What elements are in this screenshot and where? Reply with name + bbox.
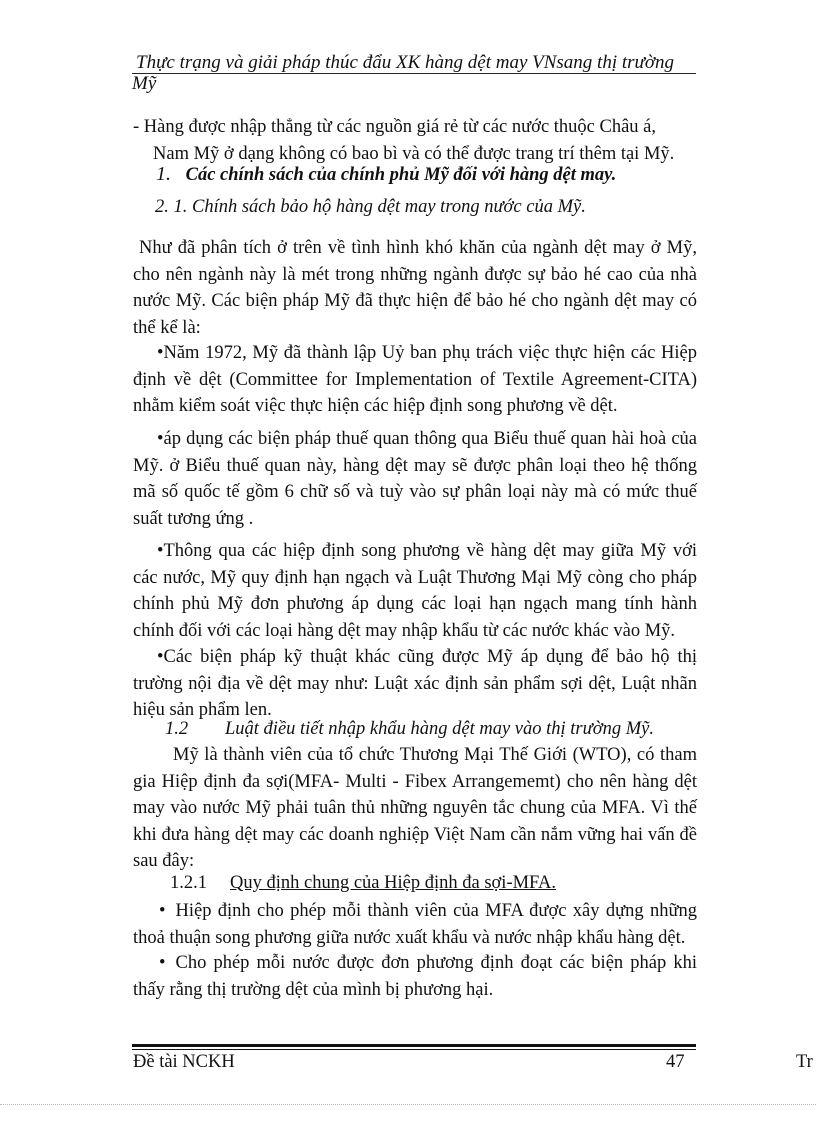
section-1-2-1-heading [170, 873, 556, 894]
bullet-text: Các biện pháp kỹ thuật khác cũng được Mỹ áp dụng để bảo hộ thị trường nội địa về dệt may như: Luật xác định sản phẩm sợi dệt, Luật nhãn hiệu sản phẩm len. [133, 647, 697, 720]
header-title-line2: Mỹ [132, 73, 157, 94]
footer-rule-thick [132, 1044, 696, 1047]
mfa-bullet-item [133, 950, 697, 1003]
bullet-text: Thông qua các hiệp định song phương về hàng dệt may giữa Mỹ với các nước, Mỹ quy định hạn ngạch và Luật Thương Mại Mỹ còng cho pháp chính phủ Mỹ đơn phương áp dụng các loại hạn ngạch mang tính hành chính đối với các loại hàng dệt may nhập khẩu từ các nước khác vào Mỹ. [133, 541, 697, 641]
bullet-icon: • [157, 647, 164, 667]
section-1-2-1-number: 1.2.1 [170, 873, 207, 893]
section-heading [156, 163, 616, 186]
header-title-line1: Thực trạng và giải pháp thúc đẩu XK hàng dệt may VNsang thị trường [136, 52, 675, 73]
footer-left: Đề tài NCKH [133, 1052, 235, 1072]
section-1-2-title: Luật điều tiết nhập khẩu hàng dệt may vào thị trường Mỹ. [225, 719, 654, 739]
bullet-icon: • [157, 343, 164, 363]
footer-rule-thin [132, 1049, 696, 1050]
bullet-text: Năm 1972, Mỹ đã thành lập Uỷ ban phụ trách việc thực hiện các Hiệp định về dệt (Committee for Implementation of Textile Agreement-CITA) nhằm kiểm soát việc thực hiện các hiệp định song phương về dệt. [133, 343, 697, 416]
page-edge-dotline [0, 1104, 816, 1105]
subsection-heading: 2. 1. Chính sách bảo hộ hàng dệt may trong nước của Mỹ. [155, 197, 586, 217]
footer-right-cut: Tr [796, 1052, 813, 1072]
header-rule [132, 73, 696, 74]
section-1-2-heading [165, 719, 654, 740]
bullet-item [133, 340, 697, 420]
bullet-icon: • [159, 953, 166, 973]
bullet-item [133, 644, 697, 724]
bullet-icon: • [157, 541, 164, 561]
dash-item-line1: - Hàng được nhập thẳng từ các nguồn giá rẻ từ các nước thuộc Châu á, [133, 117, 657, 137]
bullet-item [133, 426, 697, 532]
dash-item [133, 114, 697, 167]
bullet-text: áp dụng các biện pháp thuế quan thông qua Biểu thuế quan hài hoà của Mỹ. ở Biểu thuế quan này, hàng dệt may sẽ được phân loại theo hệ thống mã số quốc tế gồm 6 chữ số và tuỳ vào sự phân loại này mà có mức thuế suất tương ứng . [133, 429, 697, 529]
page-number: 47 [666, 1052, 685, 1072]
mfa-bullet-item [133, 898, 697, 951]
intro-paragraph: Như đã phân tích ở trên về tình hình khó khăn của ngành dệt may ở Mỹ, cho nên ngành này là mét trong những ngành được sự bảo hé cao của nhà nước Mỹ. Các biện pháp Mỹ đã thực hiện để bảo hé cho ngành dệt may có thể kể là: [133, 238, 697, 338]
section-number: 1. [156, 163, 171, 185]
mfa-bullet-text: Cho phép mỗi nước được đơn phương định đoạt các biện pháp khi thấy rằng thị trường dệt của mình bị phương hại. [133, 953, 697, 1000]
section-1-2-number: 1.2 [165, 719, 189, 739]
bullet-icon: • [157, 429, 164, 449]
section-title: Các chính sách của chính phủ Mỹ đối với hàng dệt may. [185, 165, 617, 185]
dash-item-line2: Nam Mỹ ở dạng không có bao bì và có thể được trang trí thêm tại Mỹ. [153, 143, 675, 164]
mfa-bullet-text: Hiệp định cho phép mỗi thành viên của MFA được xây dựng những thoả thuận song phương giữa nước xuất khẩu và nước nhập khẩu hàng dệt. [133, 901, 697, 948]
section-1-2-1-title: Quy định chung của Hiệp định đa sợi-MFA. [230, 873, 556, 893]
bullet-item [133, 538, 697, 644]
wto-paragraph: Mỹ là thành viên của tổ chức Thương Mại Thế Giới (WTO), có tham gia Hiệp định đa sợi(MFA- Multi - Fibex Arrangememt) cho nên hàng dệt may vào nước Mỹ phải tuân thủ những nguyên tắc chung của MFA. Vì thế khi đưa hàng dệt may các doanh nghiệp Việt Nam cần nắm vững hai vấn đề sau đây: [133, 745, 697, 871]
bullet-icon: • [159, 901, 166, 921]
